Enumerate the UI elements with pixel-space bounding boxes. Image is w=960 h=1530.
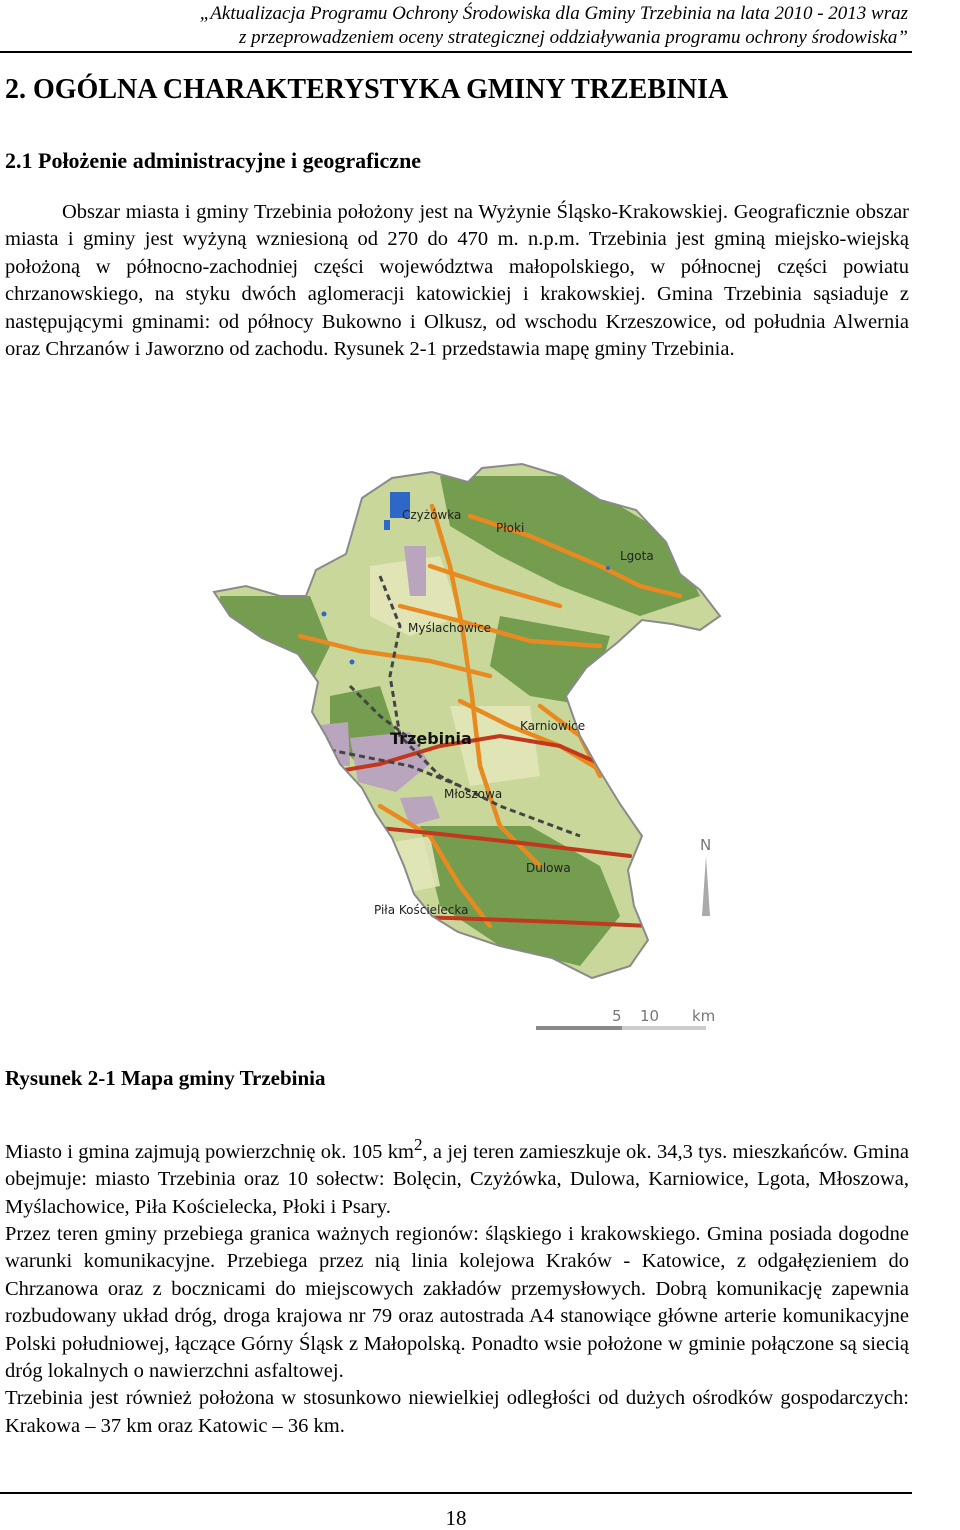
page-number: 18	[445, 1506, 467, 1530]
label-trzebinia: Trzebinia	[390, 729, 472, 748]
municipality-map-svg	[200, 446, 960, 1036]
north-arrow-icon	[700, 836, 711, 916]
paragraph-location: Obszar miasta i gminy Trzebinia położony jest na Wyżynie Śląsko-Krakowskiej. Geograficznie obszar miasta i gminy jest wyżyną wzniesioną od 270 do 470 m. n.p.m. Trzebinia jest gminą miejsko-wiejską położoną w północno-zachodniej części województwa małopolskiego, w północnej części powiatu chrzanowskiego, na styku dwóch aglomeracji katowickiej i krakowskiej. Gmina Trzebinia sąsiaduje z następującymi gminami: od północy Bukowno i Olkusz, od wschodu Krzeszowice, od południa Alwernia oraz Chrzanów i Jaworzno od zachodu. Rysunek 2-1 przedstawia mapę gminy Trzebinia.	[5, 201, 909, 361]
paragraph-area-population	[5, 1131, 909, 1221]
paragraph-distances: Trzebinia jest również położona w stosunkowo niewielkiej odległości od dużych ośrodków gospodarczych: Krakowa – 37 km oraz Katowic – 36 km.	[5, 1387, 909, 1437]
area-text: Miasto i gmina zajmują powierzchnię ok. 105 km	[5, 1140, 414, 1163]
label-czyzowka: Czyżówka	[402, 508, 462, 522]
figure-caption: Rysunek 2-1 Mapa gminy Trzebinia	[5, 1066, 326, 1090]
running-header-line-1: „Aktualizacja Programu Ochrony Środowiska dla Gminy Trzebinia na lata 2010 - 2013 wraz	[199, 3, 908, 24]
population-text: , a jej teren zamieszkuje ok. 34,3 tys. mieszkańców. Gmina obejmuje: miasto Trzebinia oraz 10 sołectw: Bolęcin, Czyżówka, Dulowa, Karniowice, Lgota, Młoszowa, Myślachowice, Piła Kościelecka, Płoki i Psary.	[5, 1140, 909, 1218]
label-lgota: Lgota	[620, 549, 654, 563]
scale-bar	[536, 1007, 715, 1030]
scale-label-5: 5	[612, 1007, 622, 1025]
label-myslachowice: Myślachowice	[408, 621, 492, 635]
svg-text:N: N	[700, 836, 712, 854]
municipality-map	[200, 446, 960, 1036]
label-dulowa: Dulowa	[526, 861, 571, 875]
footer-rule	[0, 1492, 912, 1494]
scale-label-unit: km	[692, 1007, 716, 1025]
area-unit-superscript: 2	[413, 1135, 423, 1154]
running-header	[0, 2, 960, 50]
label-karniowice: Karniowice	[520, 719, 586, 733]
paragraph-description	[5, 1131, 909, 1440]
chapter-title: 2. OGÓLNA CHARAKTERYSTYKA GMINY TRZEBINIA	[5, 74, 729, 105]
running-header-line-2: z przeprowadzeniem oceny strategicznej oddziaływania programu ochrony środowiska”	[238, 27, 908, 48]
scale-label-10: 10	[640, 1007, 660, 1025]
label-pila-koscielecka: Piła Kościelecka	[374, 903, 469, 917]
label-mloszowa: Młoszowa	[444, 787, 503, 801]
header-rule	[0, 51, 912, 53]
label-ploki: Płoki	[496, 521, 525, 535]
paragraph-transport: Przez teren gminy przebiega granica ważnych regionów: śląskiego i krakowskiego. Gmina posiada dogodne warunki komunikacyjne. Przebiega przez nią linia kolejowa Kraków - Katowice, z odgałęzieniem do Chrzanowa oraz z bocznicami do miejscowych zakładów przemysłowych. Dobrą komunikację zapewnia rozbudowany układ dróg, droga krajowa nr 79 oraz autostrada A4 stanowiące główne arterie komunikacyjne Polski południowej, łączące Górny Śląsk z Małopolską. Ponadto wsie położone w gminie połączone są siecią dróg lokalnych o nawierzchni asfaltowej.	[5, 1223, 909, 1383]
section-title: 2.1 Położenie administracyjne i geograficzne	[5, 148, 422, 173]
